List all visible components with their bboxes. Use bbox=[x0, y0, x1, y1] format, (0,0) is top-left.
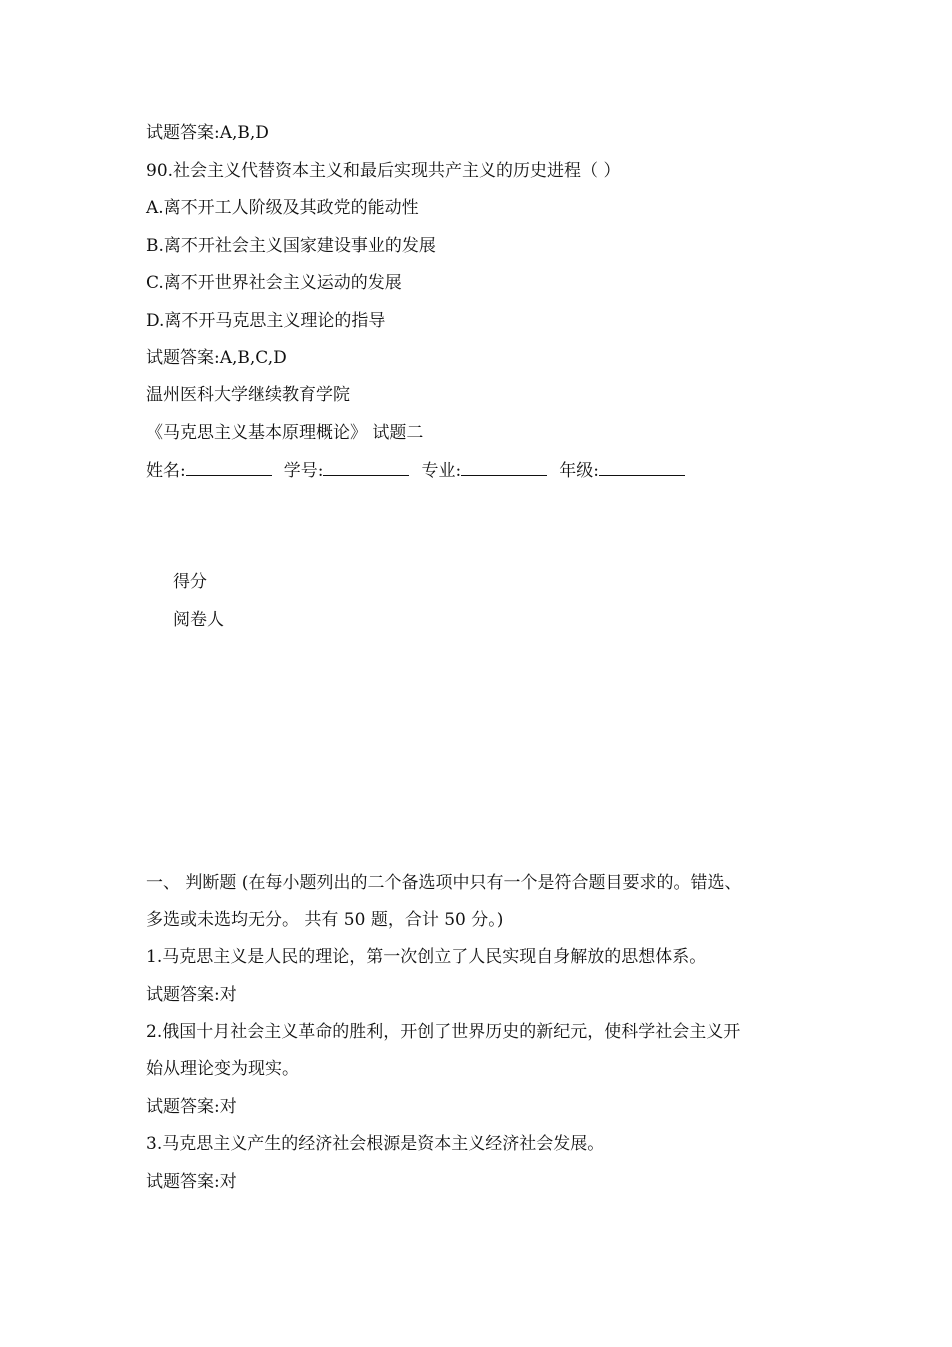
name-blank bbox=[186, 461, 272, 476]
question-3-answer: 试题答案:对 bbox=[146, 1172, 237, 1192]
option-d: D.离不开马克思主义理论的指导 bbox=[146, 311, 386, 331]
major-label: 专业: bbox=[421, 461, 462, 481]
name-label: 姓名: bbox=[146, 461, 186, 481]
score-label: 得分 bbox=[173, 572, 207, 592]
section-heading-line2: 多选或未选均无分。 共有 50 题，合计 50 分。) bbox=[146, 910, 504, 930]
grader-label: 阅卷人 bbox=[173, 610, 224, 630]
student-id-blank bbox=[323, 461, 409, 476]
option-c: C.离不开世界社会主义运动的发展 bbox=[146, 273, 402, 293]
option-b: B.离不开社会主义国家建设事业的发展 bbox=[146, 236, 436, 256]
section-heading-line1: 一、 判断题 (在每小题列出的二个备选项中只有一个是符合题目要求的。错选、 bbox=[146, 873, 742, 893]
grade-blank bbox=[599, 461, 685, 476]
question-1-text: 1.马克思主义是人民的理论，第一次创立了人民实现自身解放的思想体系。 bbox=[146, 947, 707, 967]
major-blank bbox=[461, 461, 547, 476]
question-2-text-line2: 始从理论变为现实。 bbox=[146, 1059, 299, 1079]
question-90-text: 90.社会主义代替资本主义和最后实现共产主义的历史进程（ ） bbox=[146, 161, 621, 181]
answer-line-q90: 试题答案:A,B,C,D bbox=[146, 348, 287, 368]
option-a: A.离不开工人阶级及其政党的能动性 bbox=[146, 198, 419, 218]
answer-line-q89: 试题答案:A,B,D bbox=[146, 123, 269, 143]
question-3-text: 3.马克思主义产生的经济社会根源是资本主义经济社会发展。 bbox=[146, 1134, 605, 1154]
question-1-answer: 试题答案:对 bbox=[146, 985, 237, 1005]
student-info-form bbox=[146, 460, 697, 482]
grade-label: 年级: bbox=[559, 461, 599, 481]
question-2-text-line1: 2.俄国十月社会主义革命的胜利，开创了世界历史的新纪元，使科学社会主义开 bbox=[146, 1022, 741, 1042]
question-2-answer: 试题答案:对 bbox=[146, 1097, 237, 1117]
institution-name: 温州医科大学继续教育学院 bbox=[146, 385, 350, 405]
student-id-label: 学号: bbox=[283, 461, 324, 481]
exam-title: 《马克思主义基本原理概论》 试题二 bbox=[146, 423, 424, 443]
